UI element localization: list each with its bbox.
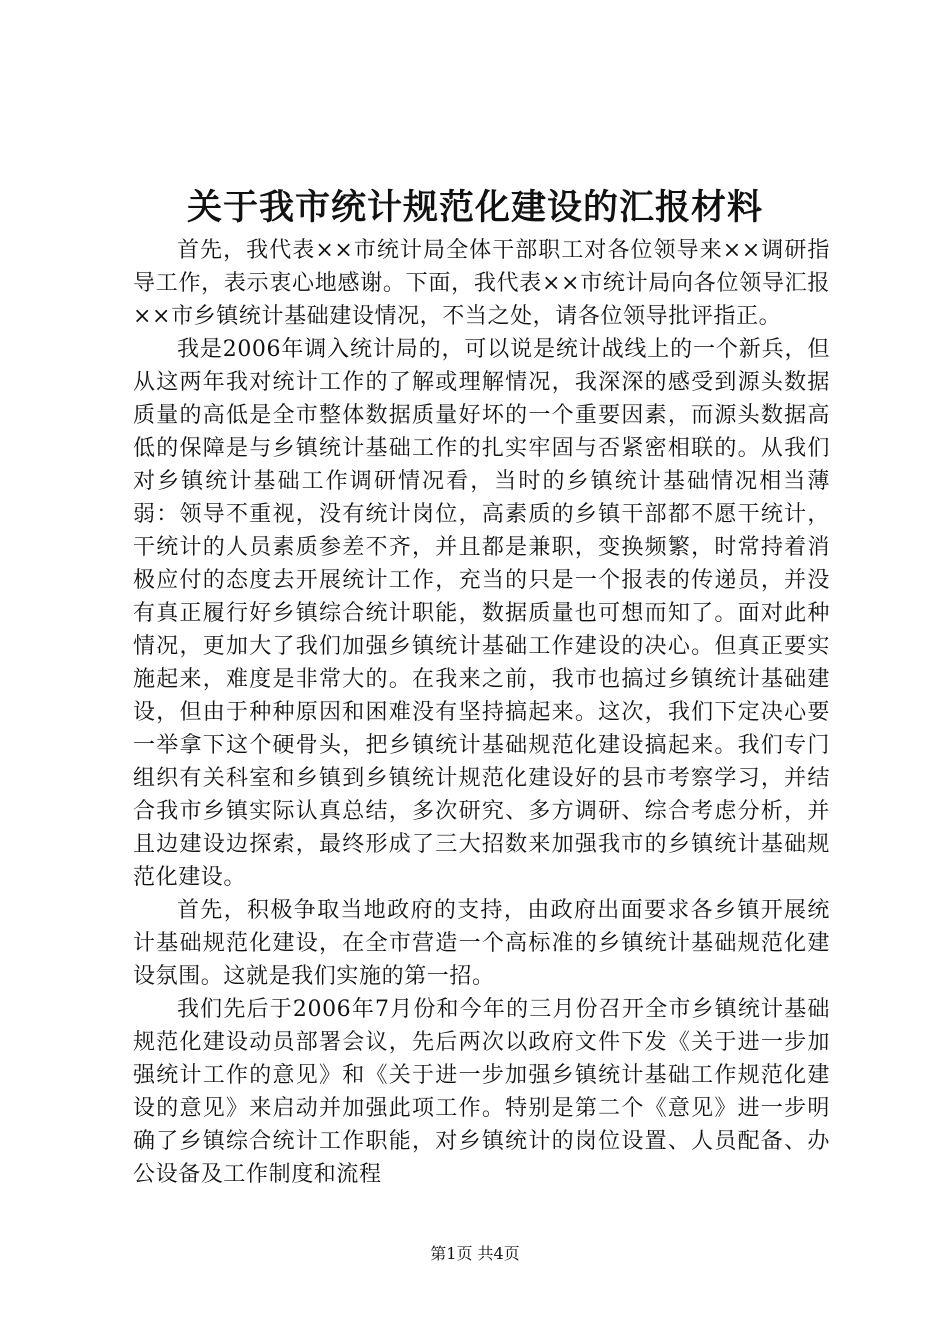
paragraph: 我是2006年调入统计局的，可以说是统计战线上的一个新兵，但从这两年我对统计工作的了解或理解情况，我深深的感受到源头数据质量的高低是全市整体数据质量好坏的一个重要因素，而源头数据高低的保障是与乡镇统计基础工作的扎实牢固与否紧密相联的。从我们对乡镇统计基础工作调研情况看，当时的乡镇统计基础情况相当薄弱：领导不重视，没有统计岗位，高素质的乡镇干部都不愿干统计，干统计的人员素质参差不齐，并且都是兼职，变换频繁，时常持着消极应付的态度去开展统计工作，充当的只是一个报表的传递员，并没有真正履行好乡镇综合统计职能，数据质量也可想而知了。面对此种情况，更加大了我们加强乡镇统计基础工作建设的决心。但真正要实施起来，难度是非常大的。在我来之前，我市也搞过乡镇统计基础建设，但由于种种原因和困难没有坚持搞起来。这次，我们下定决心要一举拿下这个硬骨头，把乡镇统计基础规范化建设搞起来。我们专门组织有关科室和乡镇到乡镇统计规范化建设好的县市考察学习，并结合我市乡镇实际认真总结，多次研究、多方调研、综合考虑分析，并且边建设边探索，最终形成了三大招数来加强我市的乡镇统计基础规范化建设。: [133, 337, 830, 890]
paragraph: 首先，我代表××市统计局全体干部职工对各位领导来××调研指导工作，表示衷心地感谢。下面，我代表××市统计局向各位领导汇报××市乡镇统计基础建设情况，不当之处，请各位领导批评指正。: [133, 238, 830, 329]
paragraph: 我们先后于2006年7月份和今年的三月份召开全市乡镇统计基础规范化建设动员部署会议，先后两次以政府文件下发《关于进一步加强统计工作的意见》和《关于进一步加强乡镇统计基础工作规范化建设的意见》来启动并加强此项工作。特别是第二个《意见》进一步明确了乡镇综合统计工作职能，对乡镇统计的岗位设置、人员配备、办公设备及工作制度和流程: [133, 997, 830, 1187]
paragraph: 首先，积极争取当地政府的支持，由政府出面要求各乡镇开展统计基础规范化建设，在全市营造一个高标准的乡镇统计基础规范化建设氛围。这就是我们实施的第一招。: [133, 898, 830, 989]
page-number-footer: 第1页 共4页: [430, 1244, 520, 1263]
document-title: 关于我市统计规范化建设的汇报材料: [186, 187, 763, 228]
document-body: [133, 234, 830, 1191]
